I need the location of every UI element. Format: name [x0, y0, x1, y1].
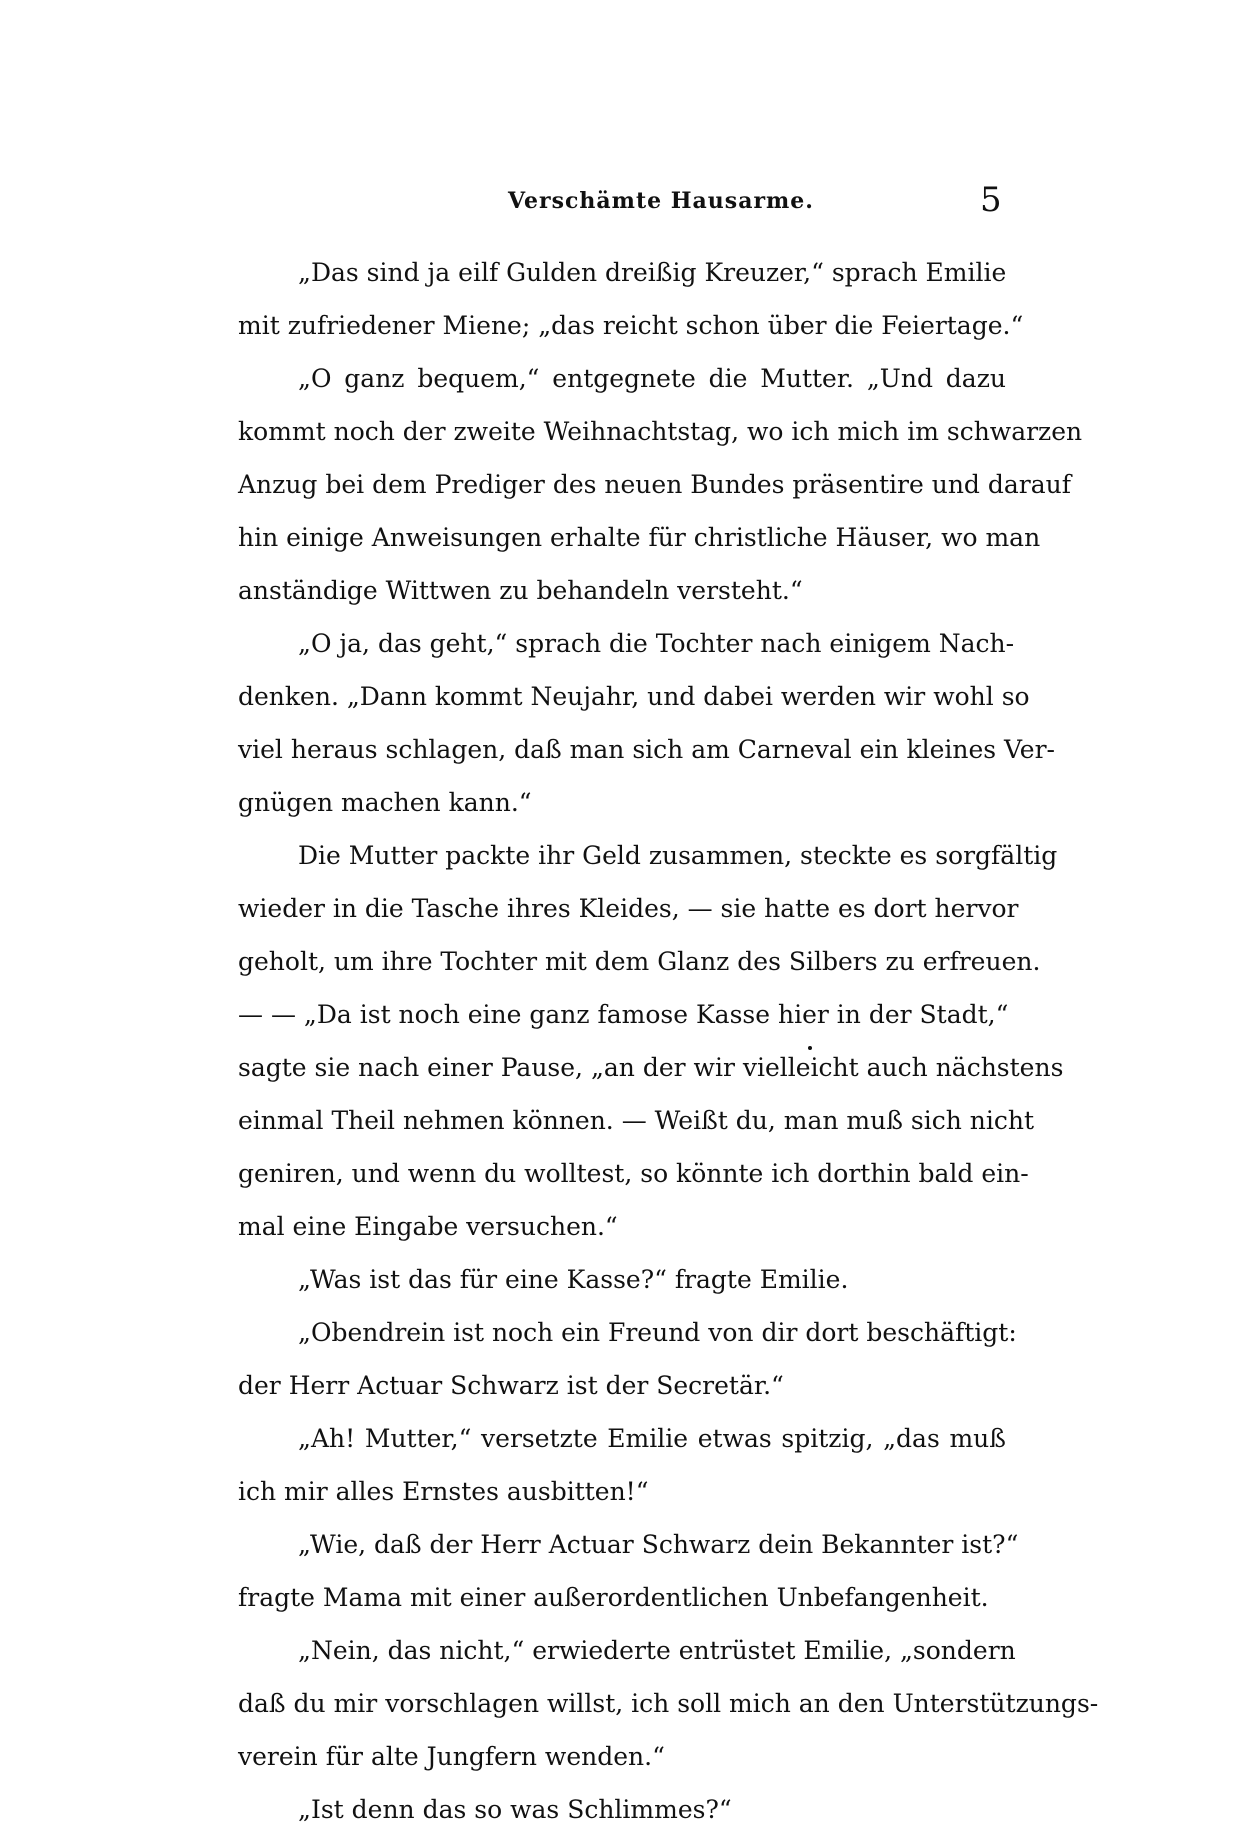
- text-line: — — „Da ist noch eine ganz famose Kasse hier in der Stadt,“: [238, 1000, 1009, 1029]
- page-number: 5: [980, 180, 1002, 220]
- text-line: kommt noch der zweite Weihnachtstag, wo ich mich im schwarzen: [238, 417, 1083, 446]
- text-line: gnügen machen kann.“: [238, 788, 532, 817]
- text-line: geholt, um ihre Tochter mit dem Glanz des Silbers zu erfreuen.: [238, 947, 1041, 976]
- text-line: „Was ist das für eine Kasse?“ fragte Emilie.: [298, 1265, 849, 1294]
- ink-speck: [808, 1046, 812, 1050]
- text-line: fragte Mama mit einer außerordentlichen Unbefangenheit.: [238, 1583, 989, 1612]
- text-line: anständige Wittwen zu behandeln versteht.“: [238, 576, 803, 605]
- text-line: mit zufriedener Miene; „das reicht schon über die Feiertage.“: [238, 311, 1024, 340]
- text-line: einmal Theil nehmen können. — Weißt du, man muß sich nicht: [238, 1106, 1035, 1135]
- text-line: „O ganz bequem,“ entgegnete die Mutter. „Und dazu: [298, 364, 1006, 393]
- text-line: der Herr Actuar Schwarz ist der Secretär.“: [238, 1371, 784, 1400]
- text-line: „Ah! Mutter,“ versetzte Emilie etwas spitzig, „das muß: [298, 1424, 1006, 1453]
- text-line: Die Mutter packte ihr Geld zusammen, steckte es sorgfältig: [298, 841, 1058, 870]
- text-line: „Das sind ja eilf Gulden dreißig Kreuzer,“ sprach Emilie: [298, 258, 1007, 287]
- text-line: wieder in die Tasche ihres Kleides, — sie hatte es dort hervor: [238, 894, 1019, 923]
- text-line: „Nein, das nicht,“ erwiederte entrüstet Emilie, „sondern: [298, 1636, 1016, 1665]
- text-line: hin einige Anweisungen erhalte für christliche Häuser, wo man: [238, 523, 1041, 552]
- running-head: Verschämte Hausarme.: [508, 188, 814, 214]
- text-line: „Ist denn das so was Schlimmes?“: [298, 1795, 732, 1824]
- text-line: mal eine Eingabe versuchen.“: [238, 1212, 618, 1241]
- text-line: „Obendrein ist noch ein Freund von dir dort beschäftigt:: [298, 1318, 1017, 1347]
- text-line: denken. „Dann kommt Neujahr, und dabei werden wir wohl so: [238, 682, 1030, 711]
- text-line: ich mir alles Ernstes ausbitten!“: [238, 1477, 649, 1506]
- body-text: [238, 246, 1099, 1836]
- text-line: daß du mir vorschlagen willst, ich soll mich an den Unterstützungs-: [238, 1689, 1099, 1718]
- text-line: Anzug bei dem Prediger des neuen Bundes präsentire und darauf: [238, 470, 1071, 499]
- text-line: viel heraus schlagen, daß man sich am Carneval ein kleines Ver-: [238, 735, 1056, 764]
- text-line: „O ja, das geht,“ sprach die Tochter nach einigem Nach-: [298, 629, 1015, 658]
- text-line: sagte sie nach einer Pause, „an der wir vielleicht auch nächstens: [238, 1053, 1064, 1082]
- text-line: geniren, und wenn du wolltest, so könnte ich dorthin bald ein-: [238, 1159, 1029, 1188]
- text-line: „Wie, daß der Herr Actuar Schwarz dein Bekannter ist?“: [298, 1530, 1019, 1559]
- text-line: verein für alte Jungfern wenden.“: [238, 1742, 665, 1771]
